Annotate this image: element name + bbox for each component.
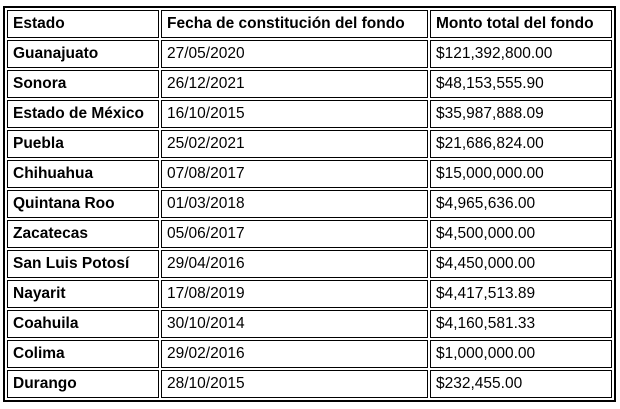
- estado-cell: Colima: [7, 340, 159, 368]
- estado-cell: Sonora: [7, 70, 159, 98]
- fecha-cell: 27/05/2020: [161, 40, 428, 68]
- table-row: [7, 70, 612, 98]
- monto-cell: $48,153,555.90: [430, 70, 612, 98]
- table-row: [7, 130, 612, 158]
- table-row: [7, 250, 612, 278]
- table-row: [7, 190, 612, 218]
- monto-cell: $4,450,000.00: [430, 250, 612, 278]
- fecha-cell: 17/08/2019: [161, 280, 428, 308]
- monto-cell: $4,965,636.00: [430, 190, 612, 218]
- monto-cell: $1,000,000.00: [430, 340, 612, 368]
- monto-cell: $4,500,000.00: [430, 220, 612, 248]
- monto-cell: $121,392,800.00: [430, 40, 612, 68]
- monto-cell: $15,000,000.00: [430, 160, 612, 188]
- fecha-cell: 29/02/2016: [161, 340, 428, 368]
- monto-cell: $4,417,513.89: [430, 280, 612, 308]
- estado-cell: San Luis Potosí: [7, 250, 159, 278]
- estado-cell: Estado de México: [7, 100, 159, 128]
- fecha-cell: 07/08/2017: [161, 160, 428, 188]
- fecha-cell: 01/03/2018: [161, 190, 428, 218]
- monto-cell: $35,987,888.09: [430, 100, 612, 128]
- state-funds-table: [3, 6, 616, 402]
- estado-cell: Nayarit: [7, 280, 159, 308]
- monto-cell: $4,160,581.33: [430, 310, 612, 338]
- estado-cell: Puebla: [7, 130, 159, 158]
- table-row: [7, 220, 612, 248]
- estado-cell: Guanajuato: [7, 40, 159, 68]
- estado-cell: Durango: [7, 370, 159, 398]
- monto-cell: $232,455.00: [430, 370, 612, 398]
- fecha-cell: 28/10/2015: [161, 370, 428, 398]
- fecha-cell: 05/06/2017: [161, 220, 428, 248]
- table-row: [7, 370, 612, 398]
- table-row: [7, 160, 612, 188]
- table-body: [7, 40, 612, 398]
- estado-cell: Coahuila: [7, 310, 159, 338]
- estado-cell: Chihuahua: [7, 160, 159, 188]
- fecha-cell: 29/04/2016: [161, 250, 428, 278]
- header-estado: Estado: [7, 10, 159, 38]
- table-row: [7, 310, 612, 338]
- fecha-cell: 26/12/2021: [161, 70, 428, 98]
- header-fecha-constitucion: Fecha de constitución del fondo: [161, 10, 428, 38]
- fecha-cell: 16/10/2015: [161, 100, 428, 128]
- table-row: [7, 40, 612, 68]
- estado-cell: Zacatecas: [7, 220, 159, 248]
- table-row: [7, 340, 612, 368]
- header-row: [7, 10, 612, 38]
- table-row: [7, 100, 612, 128]
- fecha-cell: 25/02/2021: [161, 130, 428, 158]
- monto-cell: $21,686,824.00: [430, 130, 612, 158]
- header-monto-total: Monto total del fondo: [430, 10, 612, 38]
- estado-cell: Quintana Roo: [7, 190, 159, 218]
- fecha-cell: 30/10/2014: [161, 310, 428, 338]
- table-row: [7, 280, 612, 308]
